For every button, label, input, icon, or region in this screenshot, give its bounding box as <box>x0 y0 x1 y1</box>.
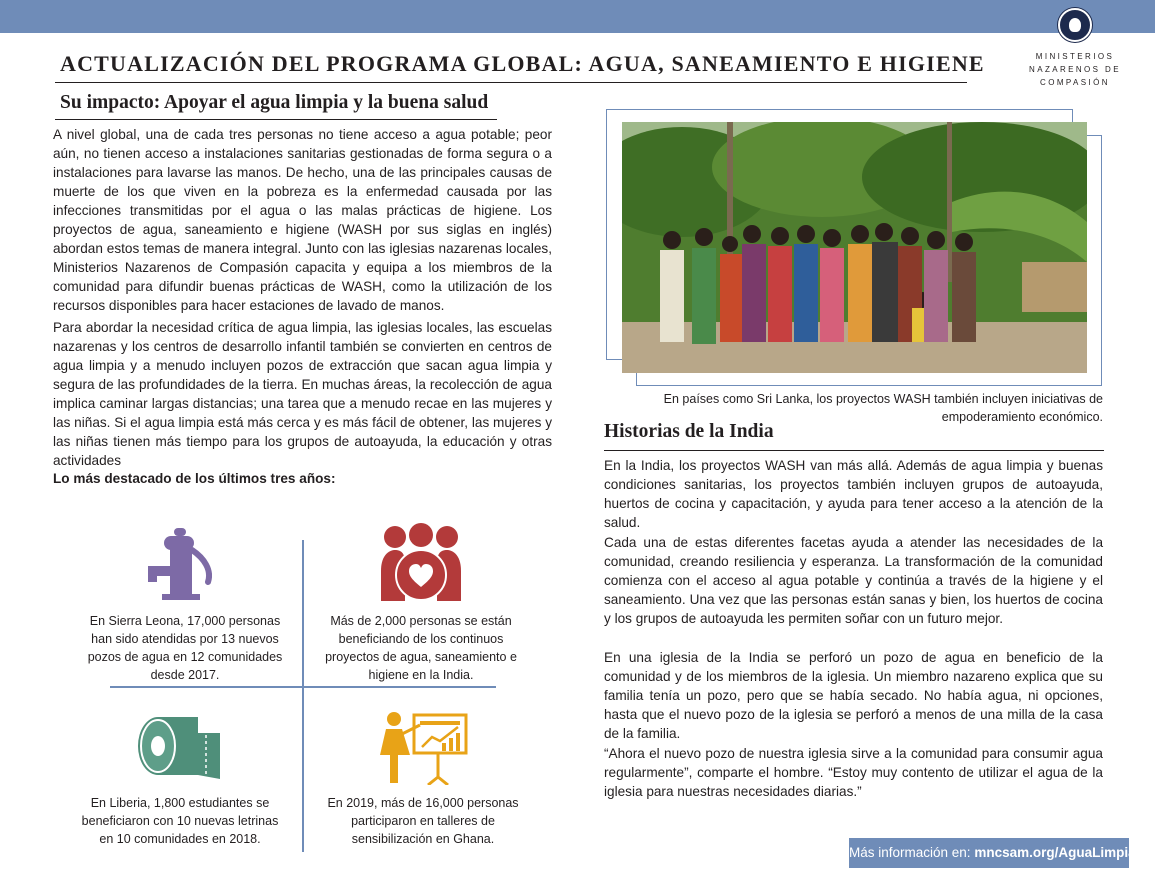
logo-line-2: NAZARENOS DE <box>1029 65 1121 74</box>
toilet-paper-icon <box>136 713 222 779</box>
logo-line-3: COMPASIÓN <box>1040 78 1110 87</box>
india-paragraph-1: En la India, los proyectos WASH van más allá. Además de agua limpia y buenas condiciones sanitarias, los proyectos también incluyen grupos de autoayuda, huertos de cocina y capacitación, y ayuda para tener acceso a la atención de la salud. <box>604 458 1103 530</box>
india-paragraph-2: Cada una de estas diferentes facetas ayuda a atender las necesidades de la comunidad, creando resiliencia y esperanza. La transformación de la comunidad comienza con el acceso al agua potable y continúa a través de la higiene y el saneamiento. Una vez que las personas están sanas y bien, los huertos de cocina y los grupos de autoayuda les permiten soñar con un futuro mejor. <box>604 535 1103 626</box>
impact-subtitle: Su impacto: Apoyar el agua limpia y la buena salud <box>60 92 489 113</box>
title-divider <box>55 82 967 83</box>
india-stories-heading: Historias de la India <box>604 421 774 442</box>
highlight-liberia: En Liberia, 1,800 estudiantes se beneficiaron con 10 nuevas letrinas en 10 comunidades en 2018. <box>81 796 279 846</box>
ministry-logo <box>1010 8 1140 89</box>
highlights-horizontal-divider <box>110 686 496 688</box>
clean-water-paragraph: Para abordar la necesidad crítica de agua limpia, las iglesias locales, las escuelas nazarenas y los centros de desarrollo infantil también se convierten en centros de agua limpia y a menudo incluyen pozos de extracción que sacan agua limpia y segura de las profundidades de la tierra. En muchas áreas, la recolección de agua implica caminar largas distancias; una tarea que a menudo recae en las mujeres y las niñas. Si el agua limpia está más cerca y es más fácil de obtener, las mujeres y las niñas tienen más tiempo para los grupos de autoayuda, la educación y otras actividades <box>53 320 552 468</box>
more-info-label: Más información en: <box>849 845 971 860</box>
highlight-ghana: En 2019, más de 16,000 personas participaron en talleres de sensibilización en Ghana. <box>327 796 519 846</box>
intro-paragraph: A nivel global, una de cada tres personas no tiene acceso a agua potable; peor aún, no tienen acceso a instalaciones sanitarias gestionadas de forma segura o a instalaciones para lavarse las manos. De hecho, una de las principales causas de muerte de los que viven en la pobreza es la enfermedad causada por las infecciones transmitidas por el agua o las malas prácticas de higiene. Los proyectos de agua, saneamiento e higiene (WASH por sus siglas en inglés) abordan estos temas de manera integral. Junto con las iglesias nazarenas locales, Ministerios Nazarenos de Compasión capacita y equipa a los miembros de la comunidad para difundir buenas prácticas de WASH, como la utilización de los recursos disponibles para hacer estaciones de lavado de manos. <box>53 127 552 313</box>
page-title: ACTUALIZACIÓN DEL PROGRAMA GLOBAL: AGUA, SANEAMIENTO E HIGIENE <box>60 51 985 76</box>
india-heading-divider <box>604 450 1104 451</box>
logo-line-1: MINISTERIOS <box>1035 52 1115 61</box>
photo-caption: En países como Sri Lanka, los proyectos WASH también incluyen iniciativas de empoderamiento económico. <box>663 392 1103 424</box>
highlights-heading: Lo más destacado de los últimos tres años: <box>53 471 336 486</box>
india-quote-paragraph: “Ahora el nuevo pozo de nuestra iglesia sirve a la comunidad para consumir agua regularmente”, comparte el hombre. “Estoy muy contento de utilizar el agua de la iglesia para nuestras necesidades diarias.” <box>604 746 1103 799</box>
logo-text <box>1010 50 1140 89</box>
top-banner <box>0 0 1155 33</box>
sri-lanka-group-photo <box>622 122 1087 373</box>
highlight-sierra-leone: En Sierra Leona, 17,000 personas han sido atendidas por 13 nuevos pozos de agua en 12 comunidades desde 2017. <box>87 614 283 682</box>
people-heart-icon <box>379 523 463 601</box>
more-info-url[interactable]: mncsam.org/AguaLimpia <box>974 845 1136 860</box>
india-paragraph-3: En una iglesia de la India se perforó un pozo de agua en beneficio de la comunidad y de los miembros de la iglesia. Un miembro nazareno explica que su familia tenía un pozo, pero que se había secado. No había agua, ni opciones, hasta que el nuevo pozo de la iglesia se perforó a menos de una milla de la casa de la familia. <box>604 650 1103 741</box>
more-info-link[interactable] <box>849 838 1136 868</box>
subtitle-divider <box>55 119 497 120</box>
logo-emblem-icon <box>1058 8 1092 42</box>
presentation-icon <box>376 711 468 785</box>
highlight-india: Más de 2,000 personas se están beneficiando de los continuos proyectos de agua, saneamiento e higiene en la India. <box>325 614 517 682</box>
highlights-vertical-divider <box>302 540 304 852</box>
water-pump-icon <box>146 528 212 600</box>
